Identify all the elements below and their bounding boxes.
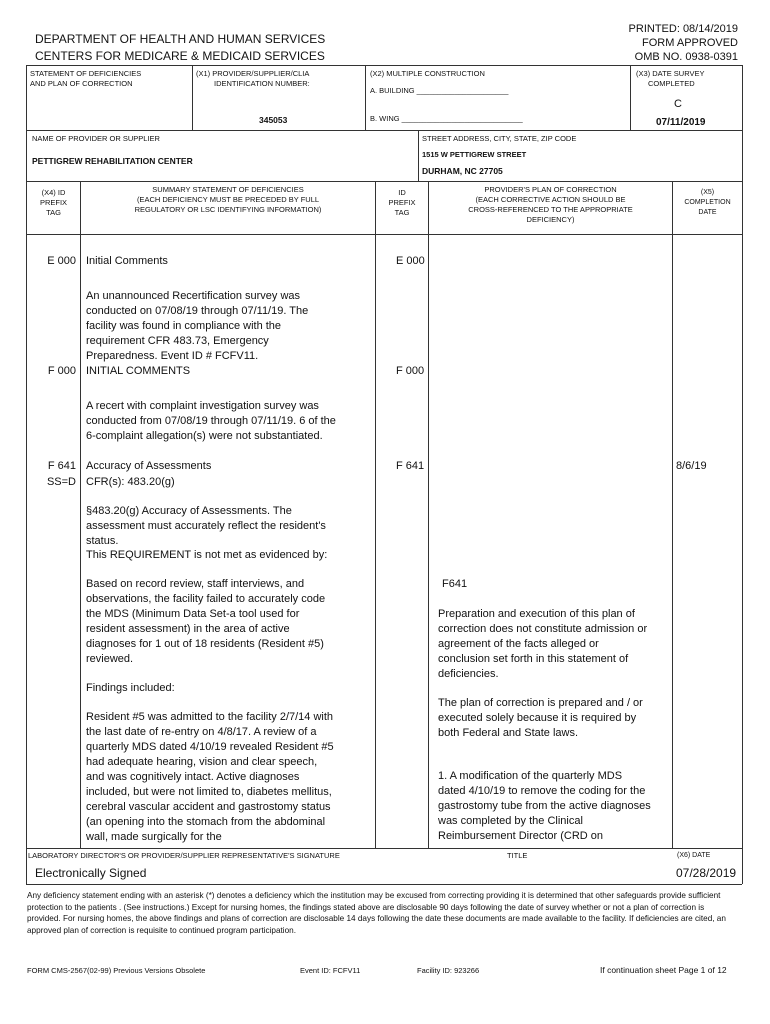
title-label: TITLE [507, 851, 528, 860]
provider-name: PETTIGREW REHABILITATION CENTER [32, 156, 193, 166]
printed-date: PRINTED: 08/14/2019 [628, 23, 738, 35]
form-number: FORM CMS-2567(02-99) Previous Versions Obsolete [27, 966, 206, 975]
f000-title: INITIAL COMMENTS [86, 365, 191, 377]
f641-completion-date: 8/6/19 [676, 460, 707, 472]
id-header-2: PREFIX [388, 198, 416, 207]
f641-cfr: CFR(s): 483.20(g) [86, 476, 175, 488]
statement-label: STATEMENT OF DEFICIENCIES [30, 69, 142, 78]
e000-tag: E 000 [47, 255, 76, 267]
survey-code: C [674, 98, 682, 110]
department-name: DEPARTMENT OF HEALTH AND HUMAN SERVICES [35, 32, 326, 46]
plan-header: PROVIDER'S PLAN OF CORRECTION [484, 185, 617, 194]
summary-header: SUMMARY STATEMENT OF DEFICIENCIES [152, 185, 304, 194]
address-city: DURHAM, NC 27705 [422, 166, 503, 176]
omb-number: OMB NO. 0938-0391 [634, 51, 738, 63]
x5-header: (X5) [700, 189, 715, 196]
divider [428, 181, 429, 848]
f641-scope: SS=D [46, 476, 76, 488]
x3-label: (X3) DATE SURVEY [636, 69, 705, 78]
divider [192, 65, 193, 130]
id-header: ID [398, 188, 406, 197]
e000-body: An unannounced Recertification survey was conducted on 07/08/19 through 07/11/19. The facility was found in compliance with the requirement CFR 483.73, Emergency Preparedness. Event ID # FCFV11. [86, 290, 309, 362]
plan-header-3: CROSS-REFERENCED TO THE APPROPRIATE [468, 205, 633, 214]
divider [375, 181, 376, 848]
x5-header-3: DATE [698, 209, 717, 216]
divider [26, 884, 742, 885]
divider [26, 130, 742, 131]
plan-tag: F641 [442, 578, 468, 590]
divider [418, 130, 419, 181]
x5-header-2: COMPLETION [684, 199, 731, 206]
statement-label-2: AND PLAN OF CORRECTION [30, 79, 133, 88]
x3-label-2: COMPLETED [648, 79, 695, 88]
f641-title: Accuracy of Assessments [86, 460, 212, 472]
f641-tag: F 641 [47, 460, 76, 472]
signature-value: Electronically Signed [35, 866, 147, 880]
x2-building: A. BUILDING ______________________ [370, 86, 509, 95]
plan-header-4: DEFICIENCY) [526, 215, 575, 224]
footer-facility-id: Facility ID: 923266 [417, 966, 480, 975]
page-indicator: If continuation sheet Page 1 of 12 [600, 965, 727, 975]
address-street: 1515 W PETTIGREW STREET [422, 150, 527, 159]
e000-title: Initial Comments [86, 255, 168, 267]
plan-header-2: (EACH CORRECTIVE ACTION SHOULD BE [475, 195, 626, 204]
divider [26, 65, 742, 66]
divider [80, 181, 81, 848]
f641-regulation: §483.20(g) Accuracy of Assessments. The assessment must accurately reflect the resident's status. [86, 505, 326, 547]
plan-intro: Preparation and execution of this plan of correction does not constitute admission or agreement of the facts alleged or conclusion set forth in this statement of deficiencies. [438, 608, 648, 680]
f641-resident-narrative: Resident #5 was admitted to the facility 2/7/14 with the last date of re-entry on 4/8/17. A review of a quarterly MDS dated 4/10/19 revealed Resident #5 had adequate hearing, vision and clear speech, and was cognitively intact. Active diagnoses included, but were not limited to, diabetes mellitus, cerebral vascular accident and gastrostomy status (an opening into the stomach from the abdominal wall, made surgically for the [86, 711, 334, 843]
divider [26, 848, 742, 849]
x4-header-2: PREFIX [39, 198, 68, 207]
address-label: STREET ADDRESS, CITY, STATE, ZIP CODE [422, 134, 577, 143]
form-approved: FORM APPROVED [642, 37, 738, 49]
plan-item-1: 1. A modification of the quarterly MDS dated 4/10/19 to remove the coding for the gastrostomy tube from the active diagnoses was completed by the Clinical Reimbursement Director (CRD on [438, 770, 651, 842]
summary-header-2: (EACH DEFICIENCY MUST BE PRECEDED BY FULL [136, 195, 320, 204]
agency-name: CENTERS FOR MEDICARE & MEDICAID SERVICES [35, 49, 325, 63]
f000-id: F 000 [396, 365, 425, 377]
f641-findings-label: Findings included: [86, 682, 175, 694]
signature-date-label: (X6) DATE [677, 852, 711, 859]
plan-prepared: The plan of correction is prepared and / or executed solely because it is required by both Federal and State laws. [438, 697, 643, 739]
f000-tag: F 000 [47, 365, 76, 377]
divider [630, 65, 631, 130]
survey-date: 07/11/2019 [656, 117, 706, 128]
signature-date: 07/28/2019 [676, 866, 737, 880]
divider [672, 181, 673, 848]
divider [26, 181, 742, 182]
f641-id: F 641 [396, 460, 425, 472]
frame-right [742, 65, 743, 884]
f000-body: A recert with complaint investigation survey was conducted from 07/08/19 through 07/11/19. 6 of the 6-complaint allegation(s) were not substantiated. [86, 400, 336, 442]
signature-label: LABORATORY DIRECTOR'S OR PROVIDER/SUPPLIER REPRESENTATIVE'S SIGNATURE [28, 851, 340, 860]
summary-header-3: REGULATORY OR LSC IDENTIFYING INFORMATION) [134, 205, 322, 214]
x1-label-2: IDENTIFICATION NUMBER: [214, 79, 310, 88]
x1-label: (X1) PROVIDER/SUPPLIER/CLIA [196, 69, 310, 78]
provider-label: NAME OF PROVIDER OR SUPPLIER [32, 134, 160, 143]
x2-wing: B. WING _____________________________ [370, 114, 523, 123]
footer-event-id: Event ID: FCFV11 [300, 966, 361, 975]
x4-header: (X4) ID [41, 188, 66, 197]
disclaimer: Any deficiency statement ending with an asterisk (*) denotes a deficiency which the institution may be excused from correcting providing it is determined that other safeguards provide sufficient protection to the patients . (See instructions.) Except for nursing homes, the findings stated above are disclosable 90 days following the date of survey whether or not a plan of correction is provided. For nursing homes, the above findings and plans of correction are disclosable 14 days following the date these documents are made available to the facility. If deficiencies are cited, an approved plan of correction is requisite to continued program participation. [27, 891, 726, 935]
x2-label: (X2) MULTIPLE CONSTRUCTION [370, 69, 485, 78]
f641-not-met: This REQUIREMENT is not met as evidenced by: [86, 549, 328, 561]
x4-header-3: TAG [46, 208, 61, 217]
e000-id: E 000 [396, 255, 425, 267]
divider [26, 234, 742, 235]
provider-number: 345053 [259, 115, 288, 125]
f641-review: Based on record review, staff interviews, and observations, the facility failed to accurately code the MDS (Minimum Data Set-a tool used for resident assessment) in the area of active diagnoses for 1 out of 18 residents (Resident #5) reviewed. [86, 578, 326, 665]
divider [365, 65, 366, 130]
id-header-3: TAG [394, 208, 410, 217]
